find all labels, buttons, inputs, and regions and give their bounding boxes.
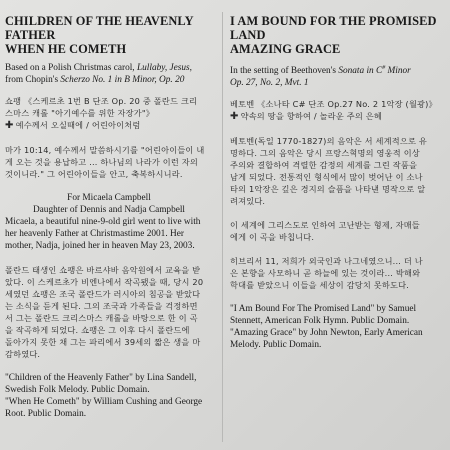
right-ko-intro-line: 베토벤 《소나타 C# 단조 Op.27 No. 2 1악장 (월광)》 <box>230 99 437 110</box>
right-credit-line: "Amazing Grace" by John Newton, Early American <box>230 328 423 339</box>
left-intro-line <box>5 62 213 74</box>
left-ko-intro-line: 쇼팽 《스케르초 1번 B 단조 Op. 20 중 폴란드 크리 <box>5 96 198 106</box>
right-intro-text: In the setting of Beethoven's <box>230 66 339 77</box>
left-credit-line: Root. Public Domain. <box>5 409 87 419</box>
right-title-line: I AM BOUND FOR THE PROMISED <box>230 14 437 28</box>
right-ko-cross-line <box>230 110 438 123</box>
left-ko-verse-line: 게 오는 것을 용납하고 ... 하나님의 나라가 이런 자의 <box>5 157 199 167</box>
dedication-line: Daughter of Dennis and Nadja Campbell <box>32 205 186 215</box>
left-ko-intro-line: 스마스 캐롤 "아기예수를 위한 자장가"》 <box>5 108 155 118</box>
left-ko-bio-line: 을 작곡하게 되었다. 쇼팽은 그 이후 다시 폴란드에 <box>5 325 190 335</box>
left-credit-line: "Children of the Heavenly Father" by Lina Sandell, <box>5 373 197 383</box>
right-ko-verse-line: 학대를 받았으니 이들을 세상이 감당치 못하도다. <box>230 280 409 291</box>
right-intro-line: Op. 27, No. 2, Mvt. 1 <box>230 78 309 89</box>
right-ko-cross-text: 약속의 땅을 향하여 / 놀라운 주의 은혜 <box>240 111 383 122</box>
dedication-title: For Micaela Campbell <box>67 193 151 203</box>
left-credit-line: "When He Cometh" by William Cushing and George <box>5 397 203 407</box>
sharp-sign: # <box>382 65 386 71</box>
left-ko-verse-line: 마가 10:14, 예수께서 말씀하시기를 "어린아이들이 내 <box>5 145 205 155</box>
left-intro-line <box>5 74 213 86</box>
right-ko-bio-line: 타의 1악장은 깊은 경지의 슬픔을 나타낸 명작으로 알 <box>230 184 426 195</box>
left-ko-bio-line: 감하였다. <box>5 349 41 359</box>
cross-icon: ✚ <box>5 120 14 131</box>
left-intro-italic: Scherzo No. 1 in B Minor, Op. 20 <box>60 75 185 85</box>
right-ko-bio-line: 려져있다. <box>230 196 266 207</box>
left-ko-bio-line: 는 소식을 듣게 된다. 그의 조국과 가족들을 걱정하면 <box>5 301 198 311</box>
cross-icon: ✚ <box>230 111 239 123</box>
right-title-line: AMAZING GRACE <box>230 42 341 56</box>
right-column <box>230 14 438 351</box>
right-intro-italic: Minor <box>385 66 411 77</box>
right-ko-verse-line: 은 본향을 사모하니 곧 하늘에 있는 것이라... 박해와 <box>230 268 421 279</box>
left-ko-bio-line: 세였던 쇼팽은 조국 폴란드가 러시아의 침공을 받았다 <box>5 289 201 299</box>
right-ko-bio-line: 주의와 결합하여 격렬한 감정의 세계를 그린 작품을 <box>230 160 418 171</box>
left-intro-text: Based on a Polish Christmas carol, <box>5 63 137 73</box>
left-title-line: FATHER <box>5 28 56 42</box>
left-ko-bio-line: 폴란드 태생인 쇼팽은 바르샤바 음악원에서 교육을 받 <box>5 265 201 275</box>
dedication-line: Micaela, a beautiful nine-9-old girl went to live with <box>5 217 201 227</box>
right-ko-verse-line: 히브리서 11, 저희가 외국인과 나그네였으니... 더 나 <box>230 256 423 267</box>
left-intro-text: from Chopin's <box>5 75 61 85</box>
dedication-line: her heavenly Father at Christmastime 2001. Her <box>5 229 184 239</box>
right-ko-dedication-line: 이 세계에 그리스도로 인하여 고난받는 형제, 자매들 <box>230 220 420 231</box>
right-ko-bio-line: 베토벤(독일 1770-1827)의 음악은 서 세계적으로 유 <box>230 136 427 147</box>
left-ko-verse-line: 것이니라." 그 어린아이들을 안고, 축복하시니라. <box>5 169 183 179</box>
right-intro-italic: Sonata in C <box>338 66 383 77</box>
left-ko-bio-line: 돌아가지 못한 채 그는 파리에서 39세의 짧은 생을 마 <box>5 337 201 347</box>
right-intro-line <box>230 62 438 77</box>
right-ko-bio-line: 남게 되었다. 전통적인 형식에서 많이 벗어난 이 소나 <box>230 172 423 183</box>
dedication-line: mother, Nadja, joined her in heaven May 23, 2003. <box>5 241 195 251</box>
left-ko-bio-line: 았다. 이 스케르초가 비엔나에서 작곡됐을 때, 당시 20 <box>5 277 204 287</box>
left-credit-line: Swedish Folk Melody. Public Domain. <box>5 385 150 395</box>
right-credit-line: Melody. Public Domain. <box>230 340 322 351</box>
left-title-line: CHILDREN OF THE HEAVENLY <box>5 14 194 28</box>
left-title-line: WHEN HE COMETH <box>5 42 127 56</box>
right-ko-dedication-line: 에게 이 곡을 바칩니다. <box>230 232 315 243</box>
left-ko-cross-line <box>5 119 213 132</box>
left-ko-bio-line: 서 그는 폴란드 크리스마스 캐롤을 바탕으로 한 이 곡 <box>5 313 198 323</box>
right-credit-line: "I Am Bound For The Promised Land" by Samuel <box>230 304 417 315</box>
right-ko-bio-line: 명하다. 그의 음악은 당시 프랑스혁명의 영웅적 이상 <box>230 148 420 159</box>
left-intro-italic: Lullaby, Jesus, <box>136 63 192 73</box>
left-column <box>5 14 213 420</box>
right-credit-line: Stennett, American Folk Hymn. Public Domain. <box>230 316 410 327</box>
column-divider <box>222 12 223 442</box>
left-ko-cross-text: 예수께서 오실때에 / 어린아이처럼 <box>15 120 141 130</box>
right-title-line: LAND <box>230 28 266 42</box>
